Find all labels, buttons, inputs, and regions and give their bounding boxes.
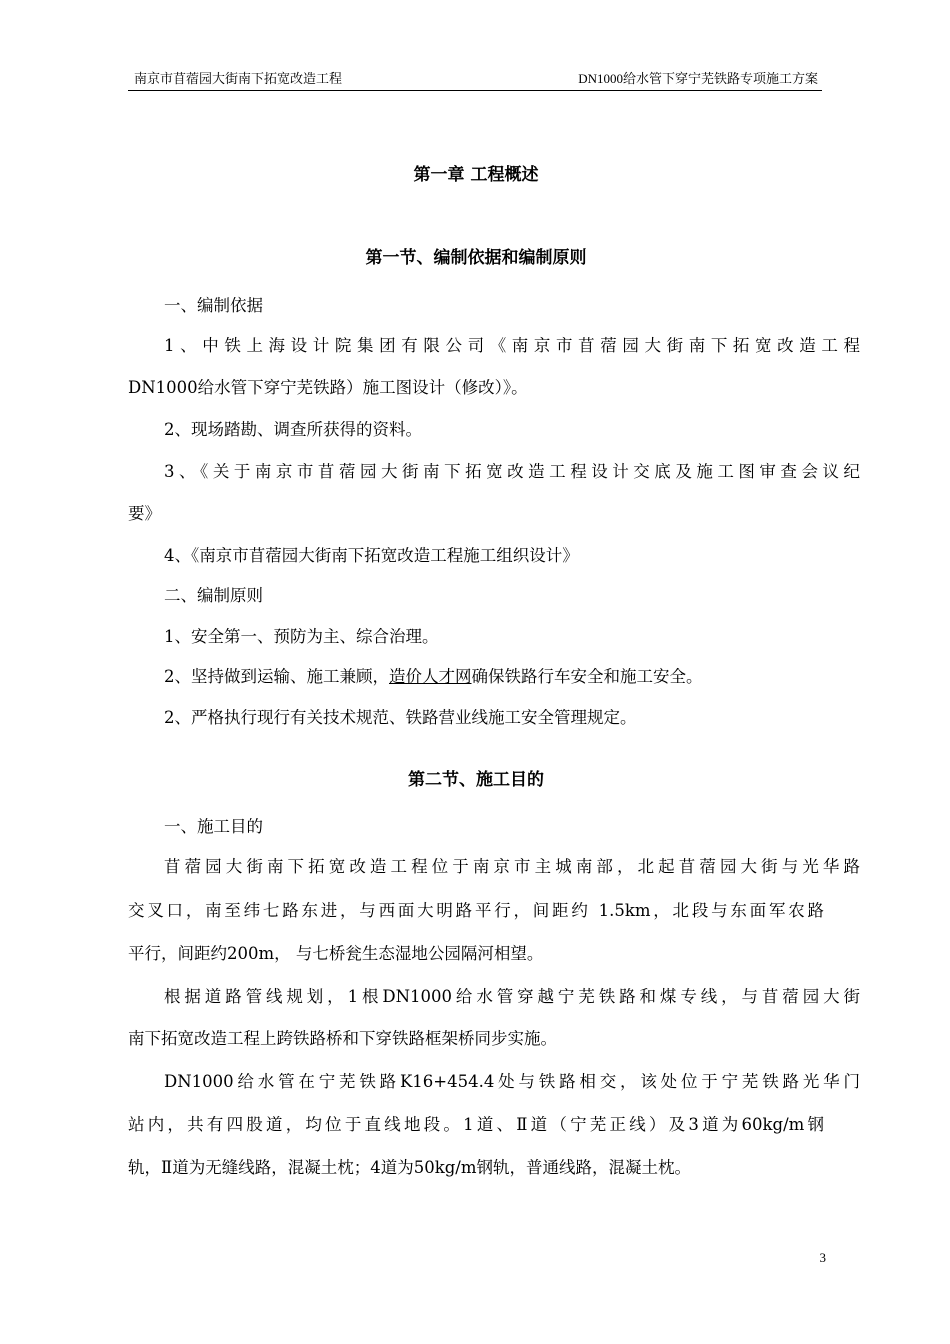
section1-sub1: 一、编制依据 — [164, 296, 263, 315]
para2-line1: 根据道路管线规划，1根DN1000给水管穿越宁芜铁路和煤专线，与苜蓿园大街 — [164, 987, 860, 1006]
section1-sub2: 二、编制原则 — [164, 586, 263, 605]
item1-line2: DN1000给水管下穿宁芜铁路）施工图设计（修改）》。 — [128, 378, 528, 397]
para2-line2: 南下拓宽改造工程上跨铁路桥和下穿铁路框架桥同步实施。 — [128, 1029, 557, 1048]
principle2 — [128, 663, 860, 687]
para1-line3: 平行，间距约200m， 与七桥瓮生态湿地公园隔河相望。 — [128, 944, 544, 963]
para1-line1: 苜蓿园大街南下拓宽改造工程位于南京市主城南部，北起苜蓿园大街与光华路 — [164, 857, 860, 876]
watermark-link[interactable]: 造价人才网 — [389, 667, 472, 686]
item3-line2: 要》 — [128, 504, 161, 523]
chapter-title: 第一章 工程概述 — [413, 165, 539, 185]
page-header — [128, 66, 822, 91]
item2: 2、现场踏勘、调查所获得的资料。 — [164, 420, 422, 439]
para3-line1: DN1000给水管在宁芜铁路K16+454.4处与铁路相交，该处位于宁芜铁路光华门 — [164, 1072, 860, 1091]
principle2-text-a: 2、坚持做到运输、施工兼顾， — [164, 667, 389, 686]
para3-line3: 轨，Ⅱ道为无缝线路，混凝土枕；4道为50kg/m钢轨，普通线路，混凝土枕。 — [128, 1158, 691, 1177]
item3-line1: 3、《关于南京市苜蓿园大街南下拓宽改造工程设计交底及施工图审查会议纪 — [164, 462, 860, 481]
para3-line2: 站内，共有四股道，均位于直线地段。1道、Ⅱ道（宁芜正线）及3道为60kg/m钢 — [128, 1115, 824, 1134]
page-number: 3 — [819, 1250, 826, 1265]
section2-title: 第二节、施工目的 — [408, 770, 544, 790]
section2-sub1: 一、施工目的 — [164, 817, 263, 836]
principle2-text-b: 确保铁路行车安全和施工安全。 — [471, 667, 703, 686]
header-project-name: 南京市苜蓿园大街南下拓宽改造工程 — [134, 71, 343, 86]
item1-line1: 1、中铁上海设计院集团有限公司《南京市苜蓿园大街南下拓宽改造工程 — [164, 336, 860, 355]
para1-line2: 交叉口，南至纬七路东进，与西面大明路平行，间距约 1.5km，北段与东面军农路 — [128, 901, 824, 920]
section1-title: 第一节、编制依据和编制原则 — [365, 248, 587, 268]
principle3: 2、严格执行现行有关技术规范、铁路营业线施工安全管理规定。 — [164, 708, 637, 727]
header-document-title: DN1000给水管下穿宁芜铁路专项施工方案 — [578, 71, 818, 86]
item4: 4、《南京市苜蓿园大街南下拓宽改造工程施工组织设计》 — [164, 546, 579, 565]
principle1: 1、安全第一、预防为主、综合治理。 — [164, 627, 439, 646]
